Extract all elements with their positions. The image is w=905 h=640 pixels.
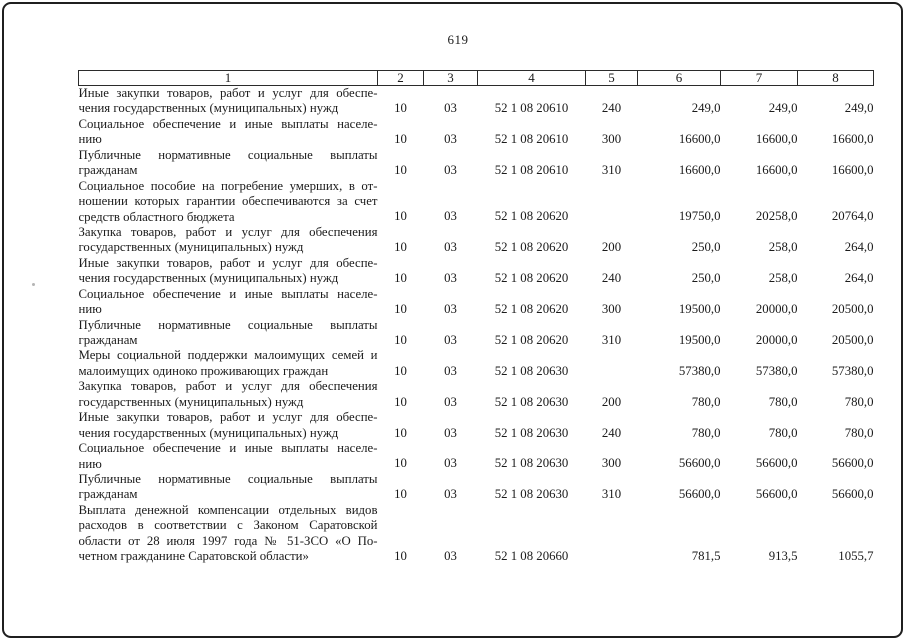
cell-subsection-code: 03 <box>444 271 457 286</box>
cell-target-article-code: 52 1 08 20610 <box>494 163 569 178</box>
expense-name-line: средств областного бюджета <box>78 209 235 224</box>
cell-amount-year2: 249,0 <box>768 101 798 116</box>
scan-speck <box>32 283 35 286</box>
cell-expense-type-code: 310 <box>601 332 622 347</box>
cell-target-article-code: 52 1 08 20620 <box>494 302 569 317</box>
cell-subsection-code: 03 <box>444 363 457 378</box>
cell-amount-year1: 56600,0 <box>678 456 721 471</box>
cell-subsection-code: 03 <box>444 456 457 471</box>
cell-target-article-code: 52 1 08 20630 <box>494 487 569 502</box>
cell-amount-year2: 56600,0 <box>755 487 798 502</box>
cell-section-code: 10 <box>394 332 407 347</box>
cell-expense-type-code: 300 <box>601 132 622 147</box>
cell-amount-year1: 16600,0 <box>678 132 721 147</box>
cell-expense-type-code: 300 <box>601 302 622 317</box>
cell-subsection-code: 03 <box>444 549 457 564</box>
header-col-8: 8 <box>798 71 874 86</box>
cell-section-code: 10 <box>394 363 407 378</box>
expense-name-line: нию <box>78 456 102 471</box>
cell-subsection-code: 03 <box>444 487 457 502</box>
cell-subsection-code: 03 <box>444 302 457 317</box>
expense-name-line: гражданам <box>78 163 138 178</box>
table-row <box>79 148 874 179</box>
cell-expense-name <box>79 256 378 287</box>
header-col-4: 4 <box>478 71 586 86</box>
cell-target-article-code: 52 1 08 20610 <box>494 101 569 116</box>
cell-subsection-code: 03 <box>444 394 457 409</box>
cell-section-code: 10 <box>394 425 407 440</box>
cell-subsection-code: 03 <box>444 240 457 255</box>
table-row <box>79 225 874 256</box>
cell-amount-year3: 264,0 <box>844 240 874 255</box>
cell-amount-year1: 19500,0 <box>678 332 721 347</box>
table-row <box>79 179 874 225</box>
expense-name-line: Социальное обеспечение и иные выплаты населе- <box>78 286 378 301</box>
expense-name-line: Закупка товаров, работ и услуг для обеспечения <box>78 379 378 394</box>
cell-amount-year2: 57380,0 <box>755 363 798 378</box>
cell-amount-year1: 19500,0 <box>678 302 721 317</box>
cell-subsection-code: 03 <box>444 332 457 347</box>
expense-name-line: расходов в соответствии с Законом Саратовской <box>78 518 378 533</box>
cell-expense-name <box>79 348 378 379</box>
expense-name-line: государственных (муниципальных) нужд <box>78 240 304 255</box>
cell-amount-year2: 16600,0 <box>755 163 798 178</box>
expense-name-line: малоимущих одиноко проживающих граждан <box>78 363 329 378</box>
expense-name-line: гражданам <box>78 333 138 347</box>
table-row <box>79 410 874 441</box>
table-row <box>79 318 874 349</box>
cell-expense-name <box>79 441 378 472</box>
cell-expense-type-code: 200 <box>601 394 622 409</box>
cell-amount-year1: 250,0 <box>691 271 721 286</box>
cell-expense-type-code <box>586 503 638 565</box>
table-row <box>79 256 874 287</box>
cell-amount-year1: 249,0 <box>691 101 721 116</box>
expense-name-line: ношении которых гарантии обеспечиваются за счет <box>78 194 378 209</box>
cell-amount-year2: 780,0 <box>768 394 798 409</box>
expense-name-line: Публичные нормативные социальные выплаты <box>78 147 378 162</box>
cell-amount-year2: 258,0 <box>768 240 798 255</box>
cell-amount-year3: 780,0 <box>844 425 874 440</box>
cell-expense-type-code: 240 <box>601 101 622 116</box>
expense-name-line: Иные закупки товаров, работ и услуг для обеспе- <box>78 410 378 425</box>
cell-expense-type-code: 240 <box>601 271 622 286</box>
cell-amount-year3: 20764,0 <box>831 209 874 224</box>
cell-expense-name <box>79 472 378 503</box>
cell-section-code: 10 <box>394 240 407 255</box>
cell-target-article-code: 52 1 08 20620 <box>494 332 569 347</box>
cell-amount-year3: 20500,0 <box>831 332 874 347</box>
cell-amount-year2: 20000,0 <box>755 302 798 317</box>
cell-expense-name <box>79 287 378 318</box>
cell-amount-year2: 780,0 <box>768 425 798 440</box>
expense-name-line: области от 28 июля 1997 года № 51-ЗСО «О По- <box>78 533 378 548</box>
cell-amount-year3: 249,0 <box>844 101 874 116</box>
cell-section-code: 10 <box>394 209 407 224</box>
cell-expense-type-code: 200 <box>601 240 622 255</box>
expense-name-line: четном гражданине Саратовской области» <box>78 549 309 564</box>
cell-target-article-code: 52 1 08 20630 <box>494 425 569 440</box>
cell-amount-year3: 20500,0 <box>831 302 874 317</box>
cell-section-code: 10 <box>394 163 407 178</box>
cell-target-article-code: 52 1 08 20620 <box>494 209 569 224</box>
expense-name-line: Иные закупки товаров, работ и услуг для обеспе- <box>78 255 378 270</box>
cell-expense-type-code: 310 <box>601 163 622 178</box>
cell-amount-year1: 780,0 <box>691 394 721 409</box>
table-row <box>79 503 874 565</box>
cell-amount-year2: 16600,0 <box>755 132 798 147</box>
expense-name-line: чения государственных (муниципальных) нужд <box>78 425 339 440</box>
table-row <box>79 287 874 318</box>
cell-amount-year3: 56600,0 <box>831 456 874 471</box>
cell-section-code: 10 <box>394 549 407 564</box>
cell-amount-year2: 20000,0 <box>755 332 798 347</box>
cell-amount-year1: 780,0 <box>691 425 721 440</box>
cell-section-code: 10 <box>394 132 407 147</box>
expense-name-line: гражданам <box>78 487 138 502</box>
cell-target-article-code: 52 1 08 20630 <box>494 456 569 471</box>
cell-section-code: 10 <box>394 302 407 317</box>
cell-target-article-code: 52 1 08 20660 <box>494 549 569 564</box>
cell-amount-year2: 56600,0 <box>755 456 798 471</box>
table-row <box>79 348 874 379</box>
table-row <box>79 472 874 503</box>
cell-amount-year1: 16600,0 <box>678 163 721 178</box>
cell-expense-name <box>79 86 378 117</box>
cell-section-code: 10 <box>394 271 407 286</box>
cell-amount-year2: 258,0 <box>768 271 798 286</box>
cell-expense-name <box>79 117 378 148</box>
table-header <box>79 71 874 86</box>
expense-name-line: Закупка товаров, работ и услуг для обеспечения <box>78 224 378 239</box>
cell-amount-year1: 250,0 <box>691 240 721 255</box>
expense-name-line: государственных (муниципальных) нужд <box>78 394 304 409</box>
table-row <box>79 441 874 472</box>
cell-expense-name <box>79 410 378 441</box>
cell-section-code: 10 <box>394 101 407 116</box>
table-row <box>79 117 874 148</box>
header-col-6: 6 <box>638 71 721 86</box>
cell-target-article-code: 52 1 08 20610 <box>494 132 569 147</box>
cell-amount-year3: 1055,7 <box>838 549 874 564</box>
header-col-5: 5 <box>586 71 638 86</box>
expense-name-line: нию <box>78 302 102 317</box>
expense-name-line: Публичные нормативные социальные выплаты <box>78 471 378 486</box>
cell-amount-year2: 913,5 <box>768 549 798 564</box>
expense-name-line: Иные закупки товаров, работ и услуг для обеспе- <box>78 86 378 100</box>
cell-subsection-code: 03 <box>444 209 457 224</box>
cell-section-code: 10 <box>394 487 407 502</box>
table-row <box>79 379 874 410</box>
cell-expense-type-code: 240 <box>601 425 622 440</box>
cell-amount-year1: 56600,0 <box>678 487 721 502</box>
cell-amount-year2: 20258,0 <box>755 209 798 224</box>
cell-amount-year3: 57380,0 <box>831 363 874 378</box>
budget-table <box>78 70 874 565</box>
cell-expense-name <box>79 379 378 410</box>
page-number: 619 <box>447 32 469 47</box>
cell-amount-year1: 781,5 <box>691 549 721 564</box>
cell-expense-name <box>79 148 378 179</box>
cell-subsection-code: 03 <box>444 101 457 116</box>
cell-target-article-code: 52 1 08 20630 <box>494 363 569 378</box>
header-col-7: 7 <box>721 71 798 86</box>
cell-section-code: 10 <box>394 394 407 409</box>
cell-amount-year3: 56600,0 <box>831 487 874 502</box>
cell-amount-year3: 780,0 <box>844 394 874 409</box>
header-col-3: 3 <box>424 71 478 86</box>
cell-subsection-code: 03 <box>444 425 457 440</box>
table-header-row <box>79 71 874 86</box>
expense-name-line: Меры социальной поддержки малоимущих семей и <box>78 348 378 363</box>
cell-target-article-code: 52 1 08 20630 <box>494 394 569 409</box>
cell-expense-type-code <box>586 348 638 379</box>
cell-expense-type-code <box>586 179 638 225</box>
cell-expense-name <box>79 179 378 225</box>
cell-amount-year1: 19750,0 <box>678 209 721 224</box>
table-row <box>79 86 874 117</box>
expense-name-line: чения государственных (муниципальных) нужд <box>78 271 339 286</box>
cell-amount-year3: 16600,0 <box>831 132 874 147</box>
cell-expense-name <box>79 225 378 256</box>
expense-name-line: Социальное обеспечение и иные выплаты населе- <box>78 441 378 456</box>
expense-name-line: Публичные нормативные социальные выплаты <box>78 317 378 332</box>
expense-name-line: Социальное пособие на погребение умерших, в от- <box>78 178 378 193</box>
cell-section-code: 10 <box>394 456 407 471</box>
table-body <box>79 86 874 565</box>
cell-subsection-code: 03 <box>444 163 457 178</box>
header-col-2: 2 <box>378 71 424 86</box>
cell-target-article-code: 52 1 08 20620 <box>494 240 569 255</box>
cell-expense-name <box>79 318 378 349</box>
cell-amount-year3: 264,0 <box>844 271 874 286</box>
cell-expense-type-code: 310 <box>601 487 622 502</box>
expense-name-line: Выплата денежной компенсации отдельных видов <box>78 502 378 517</box>
cell-amount-year3: 16600,0 <box>831 163 874 178</box>
header-col-1: 1 <box>79 71 378 86</box>
cell-subsection-code: 03 <box>444 132 457 147</box>
cell-expense-type-code: 300 <box>601 456 622 471</box>
cell-amount-year1: 57380,0 <box>678 363 721 378</box>
cell-expense-name <box>79 503 378 565</box>
expense-name-line: нию <box>78 132 102 147</box>
expense-name-line: чения государственных (муниципальных) нужд <box>78 101 339 116</box>
cell-target-article-code: 52 1 08 20620 <box>494 271 569 286</box>
expense-name-line: Социальное обеспечение и иные выплаты населе- <box>78 116 378 131</box>
